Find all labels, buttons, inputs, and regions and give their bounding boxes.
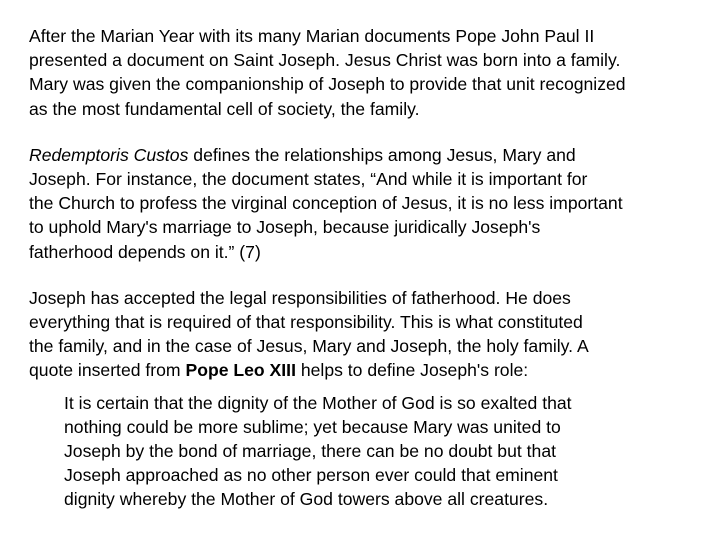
text-line: the family, and in the case of Jesus, Mary and Joseph, the holy family. A [29,336,589,357]
paragraph-redemptoris-custos [29,143,714,264]
text-fragment: helps to define Joseph's role: [295,360,529,381]
quote-line: nothing could be more sublime; yet because Mary was united to [64,416,561,437]
document-title: Redemptoris Custos [29,144,189,165]
pope-name: Pope Leo XIII [185,360,296,381]
quote-line: Joseph approached as no other person ever could that eminent [64,465,558,486]
paragraph-marian-year [29,24,714,121]
quote-line: Joseph by the bond of marriage, there can be no doubt but that [64,441,556,462]
document-page [29,24,714,512]
text-fragment: quote inserted from [29,360,186,381]
text-line: as the most fundamental cell of society, the family. [29,98,420,119]
text-line [29,358,714,382]
paragraph-spacer [29,121,714,143]
text-line: fatherhood depends on it.” (7) [29,241,261,262]
text-line: everything that is required of that responsibility. This is what constituted [29,312,583,333]
paragraph-spacer [29,264,714,286]
text-line: Joseph. For instance, the document states, “And while it is important for [29,169,588,190]
block-quote [64,391,714,512]
text-line: the Church to profess the virginal conception of Jesus, it is no less important [29,193,623,214]
text-line [29,143,714,167]
text-line: to uphold Mary's marriage to Joseph, because juridically Joseph's [29,217,541,238]
quote-line: dignity whereby the Mother of God towers above all creatures. [64,489,549,510]
text-line: Joseph has accepted the legal responsibilities of fatherhood. He does [29,287,571,308]
text-line: presented a document on Saint Joseph. Jesus Christ was born into a family. [29,50,621,71]
text-fragment: defines the relationships among Jesus, Mary and [188,144,576,165]
text-line: After the Marian Year with its many Marian documents Pope John Paul II [29,26,595,46]
quote-line: It is certain that the dignity of the Mother of God is so exalted that [64,392,572,413]
text-line: Mary was given the companionship of Joseph to provide that unit recognized [29,74,626,95]
paragraph-fatherhood [29,286,714,383]
